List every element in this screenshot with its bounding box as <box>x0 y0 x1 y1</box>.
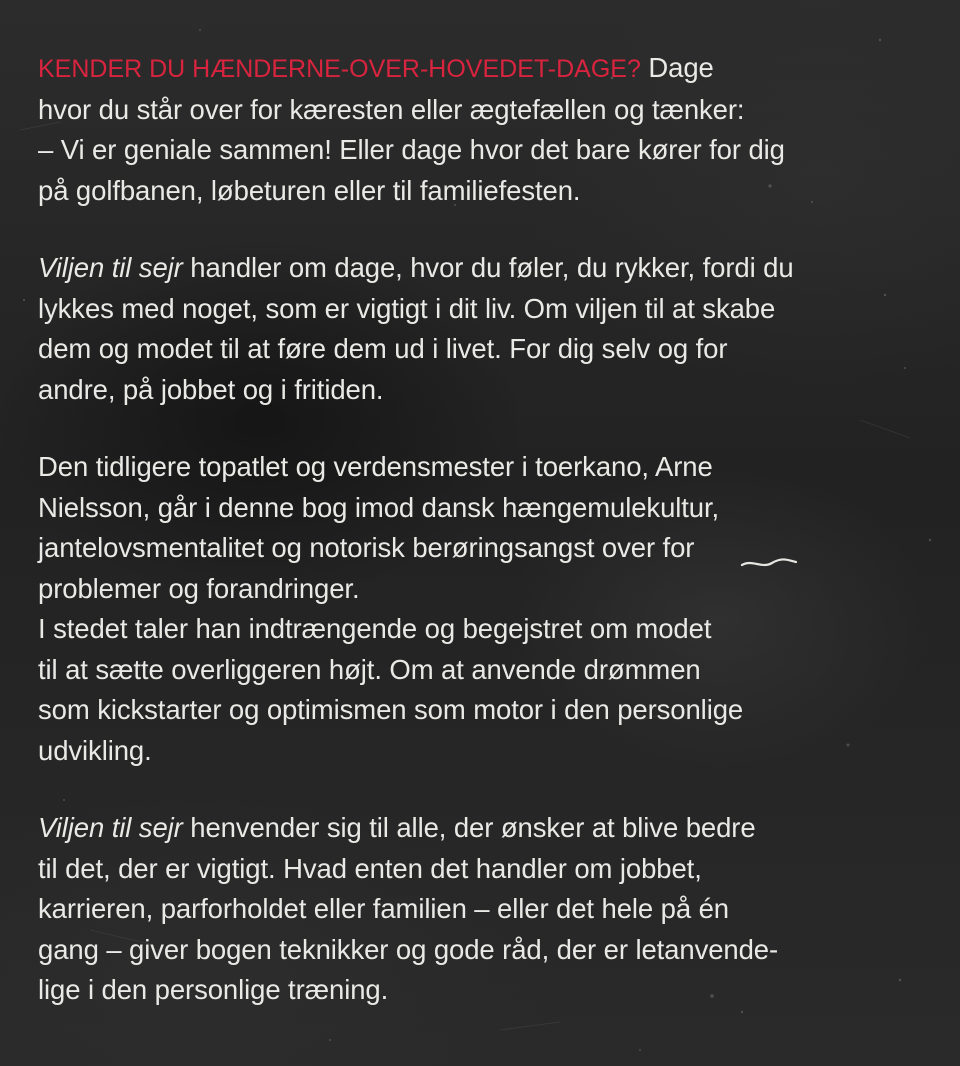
text-line <box>38 48 918 90</box>
text-line <box>38 808 918 849</box>
paragraph-theme <box>38 248 918 410</box>
text-line: lige i den personlige træning. <box>38 974 389 1005</box>
text-span: henvender sig til alle, der ønsker at blive bedre <box>182 812 756 843</box>
book-title-italic: Viljen til sejr <box>38 252 183 283</box>
headline: KENDER DU HÆNDERNE-OVER-HOVEDET-DAGE? <box>38 55 641 83</box>
text-line: gang – giver bogen teknikker og gode råd, der er letanvende- <box>38 933 779 965</box>
paragraph-intro <box>38 48 918 211</box>
text-line: udvikling. <box>38 734 152 766</box>
text-line: andre, på jobbet og i fritiden. <box>38 373 384 405</box>
text-span: handler om dage, hvor du føler, du rykker, fordi du <box>182 252 794 283</box>
text-line: jantelovsmentalitet og notorisk berøringsangst over for <box>38 532 695 563</box>
paragraph-gap <box>38 410 918 447</box>
text-line: på golfbanen, løbeturen eller til familiefesten. <box>38 174 581 206</box>
paragraph-audience <box>38 808 918 1011</box>
text-line: karrieren, parforholdet eller familien – eller det hele på én <box>38 893 729 924</box>
text-line <box>38 248 918 289</box>
blurb-text <box>38 48 918 1011</box>
paragraph-gap <box>38 771 918 808</box>
text-line: til at sætte overliggeren højt. Om at anvende drømmen <box>38 653 701 685</box>
text-line: lykkes med noget, som er vigtigt i dit liv. Om viljen til at skabe <box>38 292 776 324</box>
text-line: som kickstarter og optimismen som motor i den personlige <box>38 694 744 725</box>
text-line: problemer og forandringer. <box>38 572 360 604</box>
text-line: Nielsson, går i denne bog imod dansk hængemulekultur, <box>38 491 720 523</box>
text-line: Den tidligere topatlet og verdensmester i toerkano, Arne <box>38 451 713 482</box>
paragraph-gap <box>38 211 918 248</box>
text-line: I stedet taler han indtrængende og begejstret om modet <box>38 613 712 644</box>
text-span: Dage <box>640 52 714 83</box>
text-line: dem og modet til at føre dem ud i livet. For dig selv og for <box>38 333 728 364</box>
paragraph-author <box>38 447 918 771</box>
text-line: – Vi er geniale sammen! Eller dage hvor det bare kører for dig <box>38 134 785 165</box>
text-line: til det, der er vigtigt. Hvad enten det handler om jobbet, <box>38 852 702 884</box>
book-title-italic: Viljen til sejr <box>38 812 183 843</box>
text-line: hvor du står over for kæresten eller ægtefællen og tænker: <box>38 93 745 125</box>
